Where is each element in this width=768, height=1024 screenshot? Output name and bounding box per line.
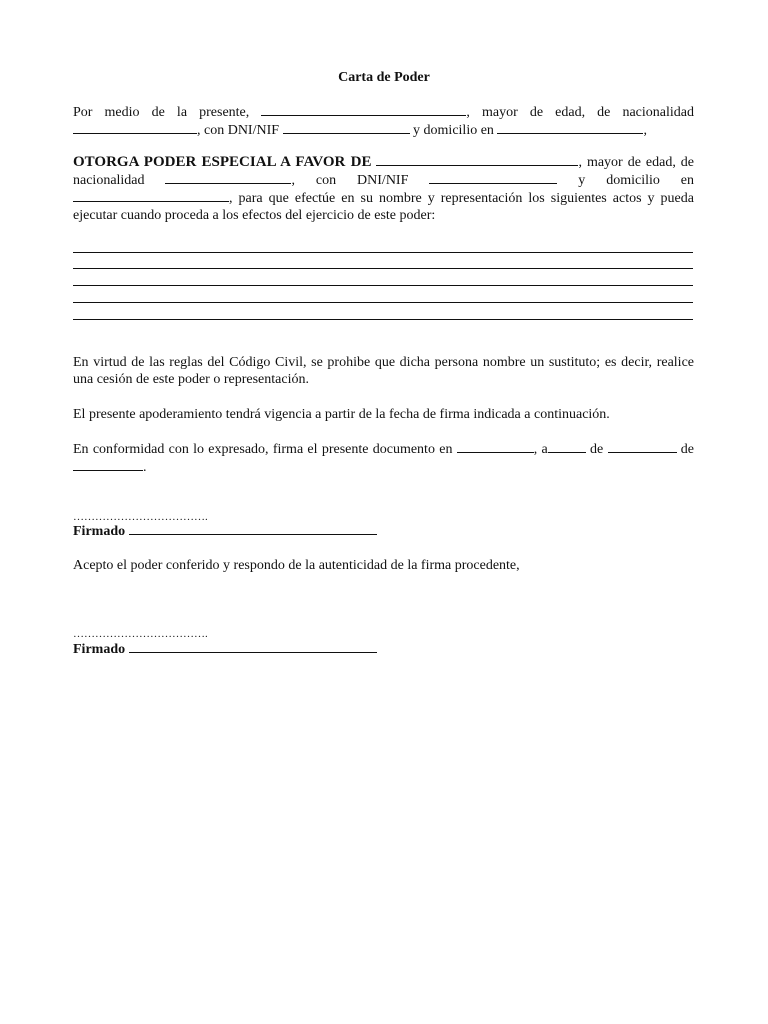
of-text: de xyxy=(590,442,604,457)
month-blank[interactable] xyxy=(608,440,677,453)
acts-line[interactable] xyxy=(73,252,693,253)
grantor-intro-text: Por medio de la presente, xyxy=(73,105,250,120)
signature-line-attorney xyxy=(73,640,377,658)
paragraph-conformity xyxy=(73,440,694,476)
date-intro-text: , a xyxy=(533,442,548,457)
attorney-nationality-blank[interactable] xyxy=(165,171,291,184)
grantor-address-text: y domicilio en xyxy=(413,123,494,138)
attorney-address-blank[interactable] xyxy=(73,189,229,202)
grantor-end-text: , xyxy=(643,123,647,138)
signed-label: Firmado xyxy=(73,524,126,539)
signature-dots: ………………………………. xyxy=(73,511,208,523)
acts-line[interactable] xyxy=(73,285,693,286)
attorney-signature-blank[interactable] xyxy=(129,640,377,653)
year-blank[interactable] xyxy=(73,458,143,471)
attorney-acts-text: , para que efectúe en su nombre y representación los siguientes actos y pueda ejecutar cuando proceda a los efectos del ejercicio de este poder: xyxy=(73,191,694,223)
day-blank[interactable] xyxy=(548,440,586,453)
attorney-dni-text: , con DNI/NIF xyxy=(291,173,409,188)
of-text: de xyxy=(680,442,695,457)
acts-line[interactable] xyxy=(73,268,693,269)
grantor-name-blank[interactable] xyxy=(261,103,466,116)
place-blank[interactable] xyxy=(457,440,534,453)
paragraph-civil-code: En virtud de las reglas del Código Civil, se prohibe que dicha persona nombre un sustituto; es decir, realice una cesión de este poder o representación. xyxy=(73,355,694,387)
attorney-dni-blank[interactable] xyxy=(429,171,557,184)
acts-line[interactable] xyxy=(73,319,693,320)
conformity-end-text: . xyxy=(143,460,147,475)
grant-heading: OTORGA PODER ESPECIAL A FAVOR DE xyxy=(73,154,372,170)
grantor-dni-text: , con DNI/NIF xyxy=(197,123,280,138)
grantor-age-text: , mayor de edad, de nacionalidad xyxy=(466,105,694,120)
grantor-dni-blank[interactable] xyxy=(283,121,410,134)
signature-dots: ………………………………. xyxy=(73,628,208,640)
paragraph-validity: El presente apoderamiento tendrá vigencia a partir de la fecha de firma indicada a continuación. xyxy=(73,407,610,422)
grantor-address-blank[interactable] xyxy=(497,121,643,134)
signed-label: Firmado xyxy=(73,642,126,657)
attorney-age-text: , mayor de edad, de nacionalidad xyxy=(73,155,695,188)
paragraph-grant xyxy=(73,153,694,224)
attorney-address-text: y domicilio en xyxy=(578,173,695,188)
grantor-signature-blank[interactable] xyxy=(129,522,377,535)
grantor-nationality-blank[interactable] xyxy=(73,121,197,134)
paragraph-acceptance: Acepto el poder conferido y respondo de la autenticidad de la firma procedente, xyxy=(73,558,520,573)
attorney-name-blank[interactable] xyxy=(376,153,578,166)
paragraph-grantor xyxy=(73,103,694,139)
acts-line[interactable] xyxy=(73,302,693,303)
signature-line-grantor xyxy=(73,522,377,540)
conformity-text: En conformidad con lo expresado, firma el presente documento en xyxy=(73,442,453,457)
document-title: Carta de Poder xyxy=(338,70,430,85)
